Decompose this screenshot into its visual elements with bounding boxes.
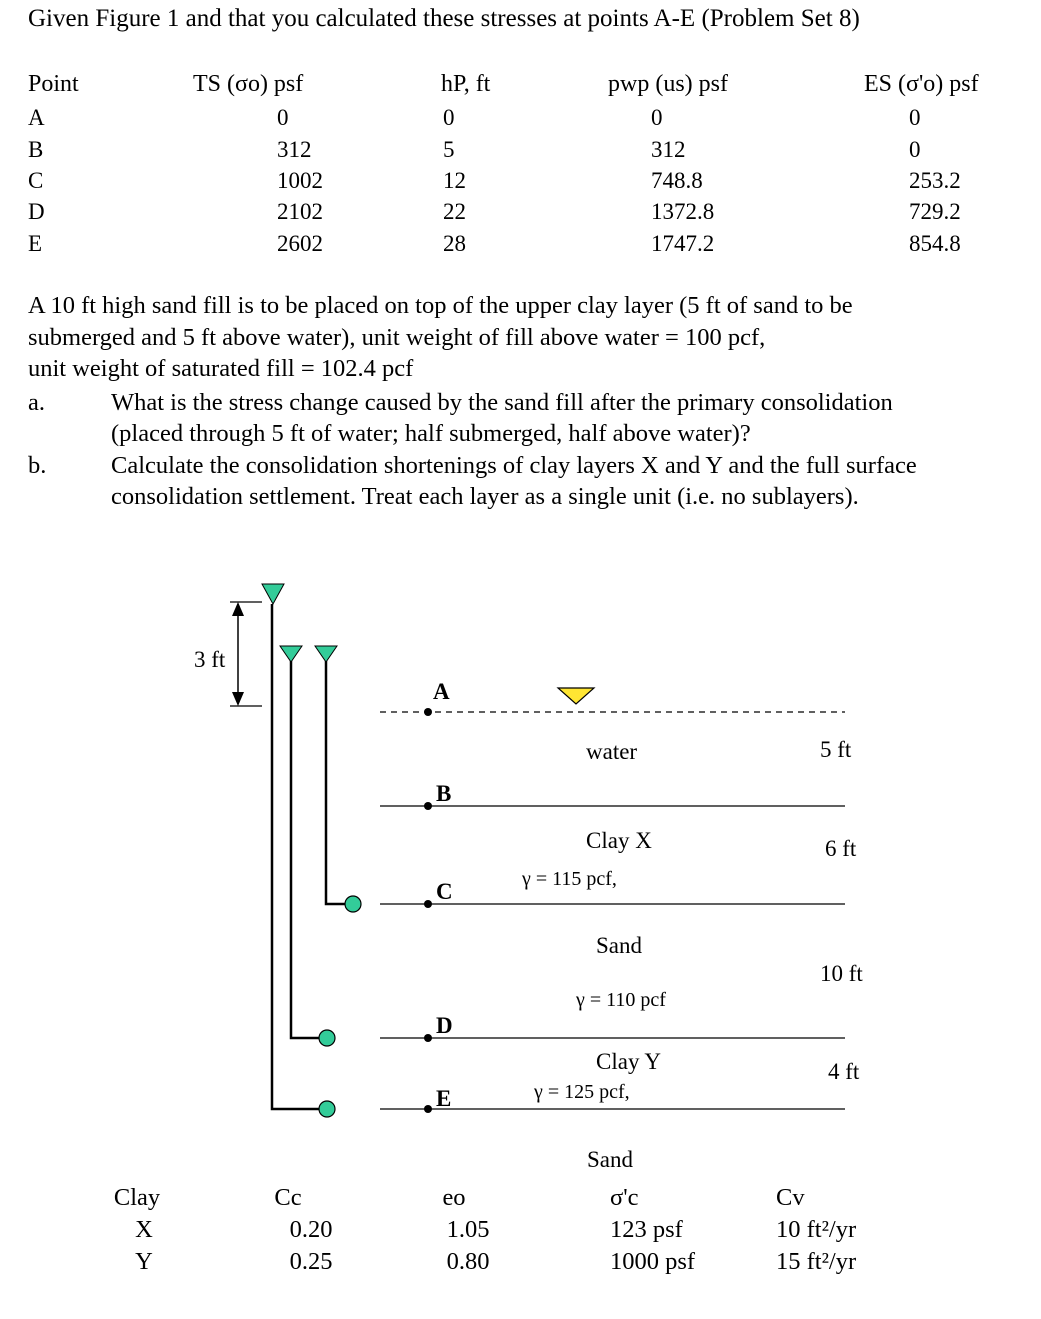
table-cell-pwp: 0 bbox=[651, 105, 663, 130]
layer-water-label: water bbox=[586, 739, 638, 764]
sand-unit-weight: γ = 110 pcf bbox=[576, 989, 666, 1011]
point-d-dot bbox=[424, 1034, 432, 1042]
point-a-dot bbox=[424, 708, 432, 716]
clay-y-cv: 15 ft²/yr bbox=[776, 1248, 857, 1275]
item-label-b: b. bbox=[28, 452, 47, 479]
table-cell-point: E bbox=[28, 231, 43, 256]
table-cell-es: 854.8 bbox=[909, 231, 961, 256]
thickness-clay-y: 4 ft bbox=[828, 1059, 860, 1084]
table-cell-hp: 0 bbox=[443, 105, 455, 130]
preconsolidation-header: σ'c bbox=[610, 1184, 639, 1211]
clay-y-name: Y bbox=[135, 1248, 153, 1275]
eo-header: eo bbox=[442, 1184, 466, 1211]
table-cell-point: D bbox=[28, 199, 45, 224]
thickness-sand: 10 ft bbox=[820, 961, 863, 986]
piezometer-e-tip-icon bbox=[319, 1101, 335, 1117]
clay-x-name: X bbox=[135, 1216, 153, 1243]
table-cell-pwp: 748.8 bbox=[651, 168, 703, 193]
piezometric-level-c-icon bbox=[315, 646, 337, 662]
table-cell-hp: 28 bbox=[443, 231, 466, 256]
clay-x-eo: 1.05 bbox=[446, 1216, 490, 1243]
layer-sand-bottom-label: Sand bbox=[587, 1147, 633, 1172]
piezometer-d-pipe bbox=[291, 659, 320, 1038]
table-cell-hp: 22 bbox=[443, 199, 466, 224]
header-effective-stress: ES (σ'o) psf bbox=[864, 71, 979, 97]
table-cell-es: 729.2 bbox=[909, 199, 961, 224]
cv-header: Cv bbox=[776, 1184, 805, 1211]
cc-header: Cc bbox=[274, 1184, 302, 1211]
layer-clay-y-label: Clay Y bbox=[596, 1049, 661, 1074]
page-title: Given Figure 1 and that you calculated these stresses at points A-E (Problem Set 8) bbox=[28, 5, 860, 32]
table-cell-pwp: 1747.2 bbox=[651, 231, 715, 256]
point-a-label: A bbox=[433, 679, 450, 704]
clay-x-cc: 0.20 bbox=[289, 1216, 333, 1243]
layer-clay-x-label: Clay X bbox=[586, 828, 652, 853]
dim-arrow-up-icon bbox=[232, 602, 244, 616]
header-total-stress: TS (σo) psf bbox=[193, 71, 304, 97]
table-cell-point: C bbox=[28, 168, 44, 193]
water-table-icon bbox=[558, 688, 594, 704]
point-c-label: C bbox=[436, 879, 453, 904]
point-b-label: B bbox=[436, 781, 452, 806]
header-pore-pressure: pwp (us) psf bbox=[608, 71, 728, 97]
thickness-clay-x: 6 ft bbox=[825, 836, 857, 861]
table-cell-es: 0 bbox=[909, 137, 921, 162]
clay-y-eo: 0.80 bbox=[446, 1248, 490, 1275]
clay-header: Clay bbox=[113, 1184, 161, 1211]
item-a-line: What is the stress change caused by the sand fill after the primary consolidation bbox=[111, 389, 893, 416]
item-b-line: consolidation settlement. Treat each layer as a single unit (i.e. no sublayers). bbox=[111, 483, 859, 510]
table-cell-point: A bbox=[28, 105, 45, 130]
piezometer-c-tip-icon bbox=[345, 896, 361, 912]
problem-intro-line: submerged and 5 ft above water), unit weight of fill above water = 100 pcf, bbox=[28, 324, 766, 351]
layer-sand-label: Sand bbox=[596, 933, 642, 958]
clay-y-unit-weight: γ = 125 pcf, bbox=[534, 1081, 630, 1103]
item-a-line: (placed through 5 ft of water; half submerged, half above water)? bbox=[111, 420, 751, 447]
table-cell-ts: 1002 bbox=[277, 168, 323, 193]
clay-y-sigma-c: 1000 psf bbox=[610, 1248, 696, 1275]
piezometer-d-tip-icon bbox=[319, 1030, 335, 1046]
point-d-label: D bbox=[436, 1013, 453, 1038]
dim-arrow-down-icon bbox=[232, 692, 244, 706]
piezometer-c-pipe bbox=[326, 659, 347, 904]
point-b-dot bbox=[424, 802, 432, 810]
table-cell-point: B bbox=[28, 137, 44, 162]
table-cell-pwp: 1372.8 bbox=[651, 199, 715, 224]
header-point: Point bbox=[28, 71, 79, 97]
table-cell-es: 0 bbox=[909, 105, 921, 130]
thickness-water: 5 ft bbox=[820, 737, 852, 762]
table-cell-ts: 312 bbox=[277, 137, 312, 162]
clay-y-cc: 0.25 bbox=[289, 1248, 333, 1275]
table-cell-hp: 5 bbox=[443, 137, 455, 162]
clay-x-unit-weight: γ = 115 pcf, bbox=[522, 868, 617, 890]
dim-3ft-label: 3 ft bbox=[194, 647, 226, 672]
problem-intro-line: A 10 ft high sand fill is to be placed on top of the upper clay layer (5 ft of sand to be bbox=[28, 292, 853, 319]
point-c-dot bbox=[424, 900, 432, 908]
item-b-line: Calculate the consolidation shortenings of clay layers X and Y and the full surface bbox=[111, 452, 917, 479]
table-cell-ts: 0 bbox=[277, 105, 289, 130]
header-pressure-head: hP, ft bbox=[441, 71, 491, 97]
table-cell-ts: 2102 bbox=[277, 199, 323, 224]
piezometer-e-pipe bbox=[272, 604, 320, 1109]
piezometric-level-e-icon bbox=[262, 584, 284, 604]
clay-x-cv: 10 ft²/yr bbox=[776, 1216, 857, 1243]
piezometric-level-d-icon bbox=[280, 646, 302, 662]
table-cell-hp: 12 bbox=[443, 168, 466, 193]
point-e-dot bbox=[424, 1105, 432, 1113]
point-e-label: E bbox=[436, 1086, 452, 1111]
clay-x-sigma-c: 123 psf bbox=[610, 1216, 683, 1243]
table-cell-es: 253.2 bbox=[909, 168, 961, 193]
table-cell-ts: 2602 bbox=[277, 231, 323, 256]
item-label-a: a. bbox=[28, 389, 45, 416]
problem-intro-line: unit weight of saturated fill = 102.4 pcf bbox=[28, 355, 414, 382]
table-cell-pwp: 312 bbox=[651, 137, 686, 162]
